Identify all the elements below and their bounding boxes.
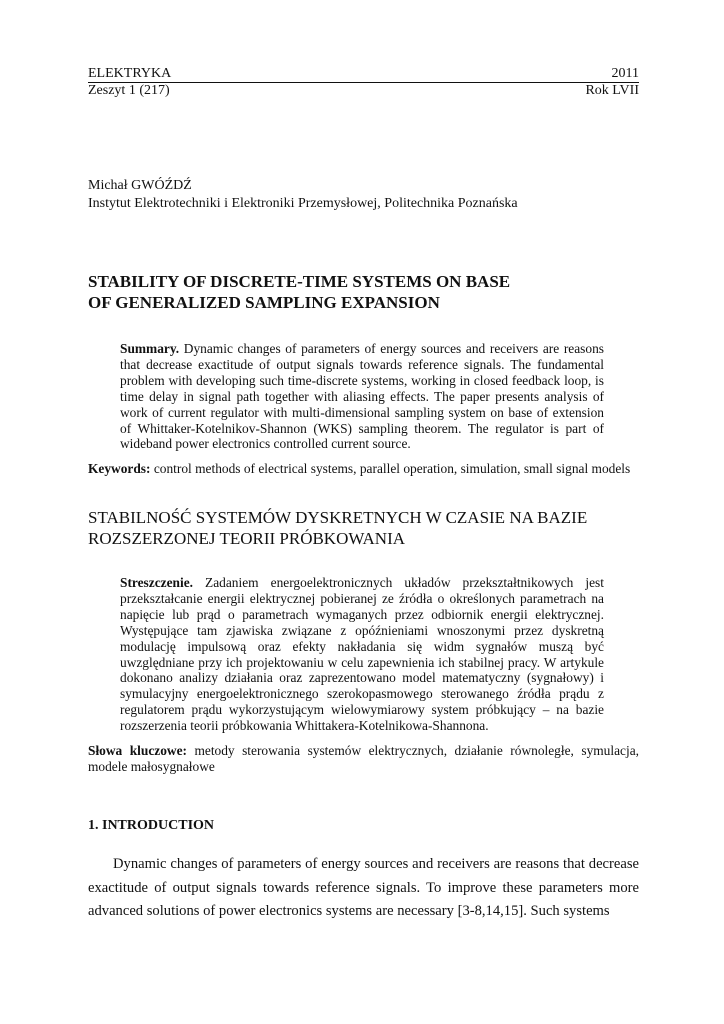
streszczenie-text: Zadaniem energoelektronicznych układów przekształtnikowych jest przekształcanie energii elektrycznej pobieranej ze źródła o określonych parametrach na napięcie lub prąd o parametrach wymaganych przez odbiornik energii elektrycznej. Występujące tam zjawiska związane z opóźnieniami wnoszonymi przez dyskretną modulację impulsową oraz efekty nakładania się widm sygnałów muszą być uwzględniane przy ich projektowaniu w celu zapewnienia ich stabilnej pracy. W artykule dokonano analizy działania oraz zaprezentowano model matematyczny (sygnałowy) i symulacyjny energoelektronicznego szerokopasmowego sterowanego źródła prądu z regulatorem prądu wykorzystującym wielowymiarowy system próbkujący – na bazie rozszerzenia teorii próbkowania Whittakera-Kotelnikowa-Shannona. [120,575,604,734]
title-en-line-2: OF GENERALIZED SAMPLING EXPANSION [88,293,440,312]
paper-title-pl [88,507,648,549]
streszczenie-paragraph [120,575,604,734]
keywords-text: control methods of electrical systems, parallel operation, simulation, small signal models [150,461,631,476]
keywords-label: Keywords: [88,461,151,476]
paper-title-en [88,271,648,313]
running-header-top [88,65,639,83]
streszczenie-label: Streszczenie. [120,575,193,590]
author-name: Michał GWÓŹDŹ [88,178,192,193]
slowa-kluczowe-paragraph [88,743,639,775]
introduction-paragraph: Dynamic changes of parameters of energy sources and receivers are reasons that decrease exactitude of output signals towards reference signals. To improve these parameters more advanced solutions of power electronics systems are necessary [3-8,14,15]. Such systems [88,856,639,919]
journal-year: 2011 [611,66,639,81]
journal-name: ELEKTRYKA [88,66,172,81]
journal-volume: Rok LVII [585,83,639,98]
title-pl-line-2: ROZSZERZONEJ TEORII PRÓBKOWANIA [88,529,406,548]
summary-label: Summary. [120,341,180,356]
title-en-line-1: STABILITY OF DISCRETE-TIME SYSTEMS ON BASE [88,272,511,291]
running-header-bottom [88,82,639,99]
journal-issue: Zeszyt 1 (217) [88,83,170,98]
summary-paragraph [120,341,604,452]
author-affiliation: Instytut Elektrotechniki i Elektroniki Przemysłowej, Politechnika Poznańska [88,196,518,211]
slowa-kluczowe-text: metody sterowania systemów elektrycznych, działanie równoległe, symulacja, modele małosygnałowe [88,743,639,774]
slowa-kluczowe-label: Słowa kluczowe: [88,743,187,758]
section-heading-introduction: 1. INTRODUCTION [88,818,215,833]
title-pl-line-1: STABILNOŚĆ SYSTEMÓW DYSKRETNYCH W CZASIE NA BAZIE [88,508,588,527]
summary-text: Dynamic changes of parameters of energy sources and receivers are reasons that decrease exactitude of output signals towards reference signals. The fundamental problem with developing such time-discrete systems, working in closed feedback loop, is time delay in signal path together with aliasing effects. The paper presents analysis of work of current regulator with multi-dimensional sampling system on base of extension of Whittaker-Kotelnikov-Shannon (WKS) sampling theorem. The regulator is part of wideband power electronics controlled current source. [120,341,604,452]
keywords-paragraph [88,461,648,477]
